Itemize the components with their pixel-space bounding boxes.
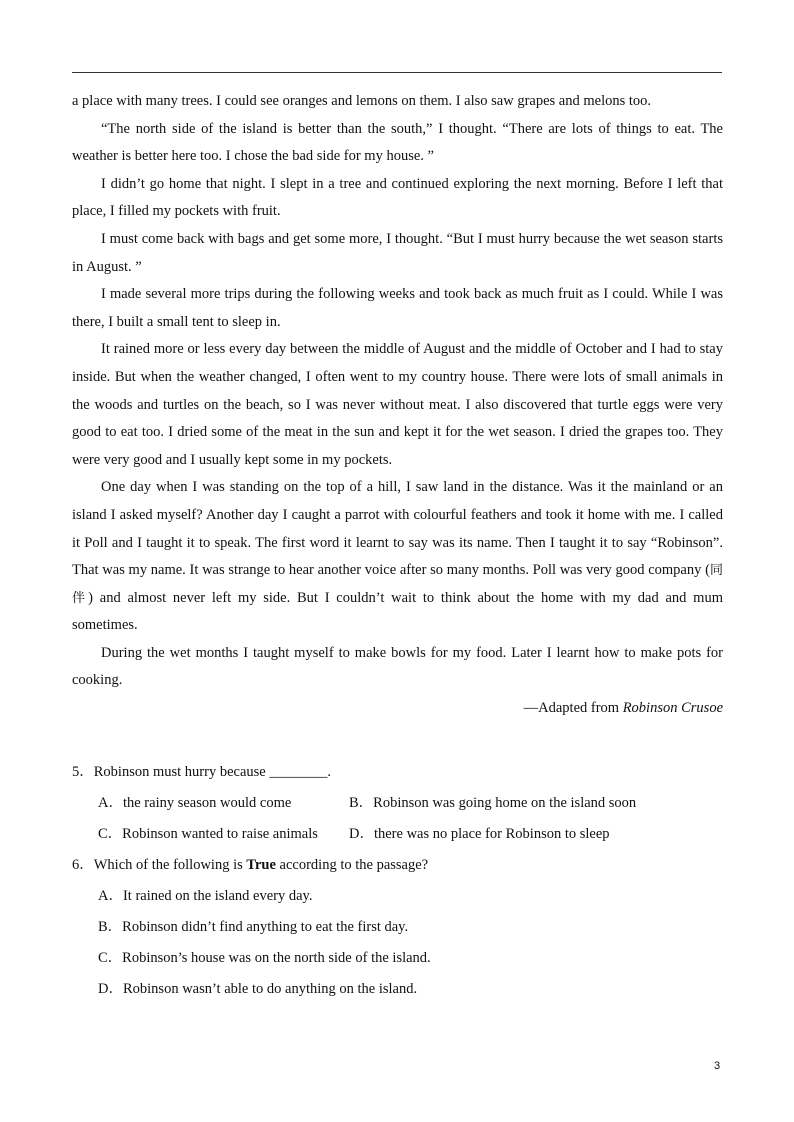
page-number: 3 — [714, 1060, 721, 1072]
paragraph: a place with many trees. I could see oranges and lemons on them. I also saw grapes and melons too. — [72, 93, 652, 109]
question-6-stem-text: 6．Which of the following is — [72, 857, 247, 873]
paragraph: It rained more or less every day between the middle of August and the middle of October and I had to stay inside. But when the weather changed, I often went to my country house. There were lots of small animals in the woods and turtles on the beach, so I was never without meat. I also discovered that turtle eggs were very good to eat too. I dried some of the meat in the sun and kept it for the wet season. I dried the grapes too. They were very good and I usually kept some in my pockets. — [72, 341, 723, 468]
question-5-option-b: B．Robinson was going home on the island soon — [349, 795, 637, 811]
paragraph: I must come back with bags and get some more, I thought. “But I must hurry because the wet season starts in August. ” — [72, 230, 723, 275]
header-rule — [72, 72, 722, 73]
question-6-option-a: A．It rained on the island every day. — [98, 888, 313, 904]
passage — [72, 88, 723, 723]
question-6-option-c: C．Robinson’s house was on the north side of the island. — [98, 950, 431, 966]
paragraph-text: One day when I was standing on the top of a hill, I saw land in the distance. Was it the mainland or an island I asked myself? Another day I caught a parrot with colourful feathers and took it home with me. I called it Poll and I taught it to speak. The first word it learnt to say was its name. Then I taught it to say “Robinson”. That was my name. It was strange to hear another voice after so many months. Poll was very good company ( — [72, 479, 723, 579]
question-6-option-d: D．Robinson wasn’t able to do anything on the island. — [98, 981, 418, 997]
question-5-option-c: C．Robinson wanted to raise animals — [98, 826, 318, 842]
question-6-stem-text: according to the passage? — [275, 857, 429, 873]
question-6-stem — [72, 855, 428, 875]
chinese-gloss: 同伴 — [72, 563, 723, 606]
paragraph: I made several more trips during the following weeks and took back as much fruit as I could. While I was there, I built a small tent to sleep in. — [72, 286, 723, 330]
question-5-stem: 5．Robinson must hurry because ________. — [72, 764, 331, 780]
question-5-option-a: A．the rainy season would come — [98, 795, 292, 811]
question-5-option-d: D．there was no place for Robinson to sleep — [349, 826, 610, 842]
question-6-option-b: B．Robinson didn’t find anything to eat the first day. — [98, 919, 409, 935]
source-prefix: —Adapted from — [523, 700, 623, 717]
paragraph — [72, 474, 723, 640]
paragraph: During the wet months I taught myself to make bowls for my food. Later I learnt how to make pots for cooking. — [72, 644, 723, 689]
paragraph: I didn’t go home that night. I slept in a tree and continued exploring the next morning. Before I left that place, I filled my pockets with fruit. — [72, 175, 723, 220]
question-6-emphasis: True — [246, 857, 276, 873]
source-attribution — [72, 695, 723, 723]
paragraph: “The north side of the island is better than the south,” I thought. “There are lots of things to eat. The weather is better here too. I chose the bad side for my house. ” — [72, 120, 723, 165]
paragraph-text: ) and almost never left my side. But I couldn’t wait to think about the home with my dad and mum sometimes. — [72, 589, 723, 634]
source-title: Robinson Crusoe — [622, 700, 723, 717]
